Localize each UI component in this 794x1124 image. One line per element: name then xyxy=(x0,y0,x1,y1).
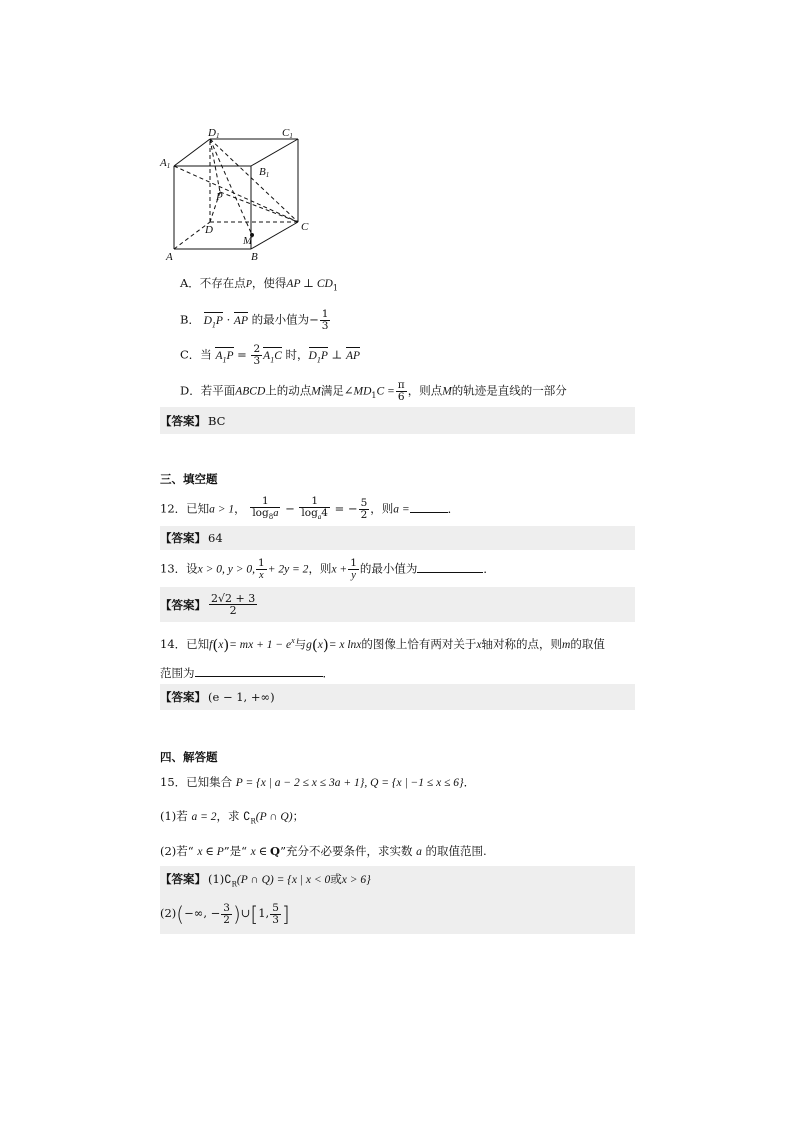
q11-option-c: C．当 $A_1P$ = $\frac{2}{3}$ $A_1C$ 时，$D_1P$ ⊥ AP xyxy=(180,343,361,367)
label-C1: C1 xyxy=(282,127,293,140)
section-4-title: 四、解答题 xyxy=(160,750,218,764)
label-M: M xyxy=(243,235,253,247)
label-C: C xyxy=(301,221,309,233)
q14-stem-line1: 14．已知f(x)= mx + $1 - e^x$与g(x)= x lnx的图像上恰有两对关于x轴对称的点，则m的取值 xyxy=(160,635,605,654)
q14-answer: 【答案】 (e − 1, +∞) xyxy=(160,684,635,710)
q12-answer: 【答案】 64 xyxy=(160,526,635,550)
q14-stem-line2: 范围为 ． xyxy=(160,666,334,680)
label-B: B xyxy=(251,251,258,263)
label-B1: B1 xyxy=(259,166,270,179)
q15-answer-part1: 【答案】 $(1)∁_R(P$ ∩ Q) = {x | x < 0或x > 6} xyxy=(160,872,371,889)
seg-A1-C xyxy=(174,166,298,222)
seg-D1-C xyxy=(210,139,298,222)
q15-part1: (1)若 a = 2，求 $∁_R(P$ ∩ Q)； xyxy=(160,809,305,826)
section-3-title: 三、填空题 xyxy=(160,472,218,486)
edge-B-C xyxy=(251,222,298,249)
label-P: P xyxy=(216,191,223,203)
q11-option-d: D．若平面ABCD上的动点M满足$\angle MD_1C$ = $\frac{\pi}{6}$ ，则点M的轨迹是直线的一部分 xyxy=(180,379,567,403)
label-A1: A1 xyxy=(160,157,171,170)
q11-option-a: A．不存在点P，使得AP ⊥ $CD_1$ xyxy=(180,276,338,293)
q15-answer-part2: (2)(−∞, − $\frac{3}{2}$ )∪[1, $\frac{5}{3}$ ] xyxy=(160,901,290,926)
q12-stem: 12．已知a > 1， $\frac{1}{\log_8a}$ − $\frac{1}{\log_a4}$ = − $\frac{5}{2}$ ，则a = ． xyxy=(160,495,460,522)
edge-B1-C1 xyxy=(251,139,298,166)
q11-answer: 【答案】 BC xyxy=(160,407,635,434)
q14-blank xyxy=(195,664,323,677)
label-D: D xyxy=(205,224,213,236)
label-A: A xyxy=(166,251,173,263)
seg-D1-M xyxy=(210,139,252,235)
q12-blank xyxy=(410,500,448,513)
q11-option-b: B． $D_1P$ · AP 的最小值为− $\frac{1}{3}$ xyxy=(180,308,329,332)
q13-blank xyxy=(417,560,483,573)
seg-P-C xyxy=(220,192,298,222)
q13-answer: 【答案】 $\frac{2√2 + 3}{2}$ xyxy=(160,587,635,622)
q15-part2: (2)若“ x ∈ P”是“ x ∈ Q”充分不必要条件，求实数 a 的取值范围. xyxy=(160,844,487,858)
q15-stem: 15．已知集合 P = {x | a − 2 ≤ x ≤ 3a + 1}, Q = {x | −1 ≤ x ≤ 6}． xyxy=(160,775,476,789)
q15-answer xyxy=(160,866,635,934)
cube-figure xyxy=(158,120,318,265)
label-D1: D1 xyxy=(208,127,220,140)
q13-stem: 13．设x > 0, y > 0, $\frac{1}{x}+ 2y = 2$，则x + $\frac{1}{y}$的最小值为 ． xyxy=(160,557,495,581)
edge-A1-D1 xyxy=(174,139,210,166)
